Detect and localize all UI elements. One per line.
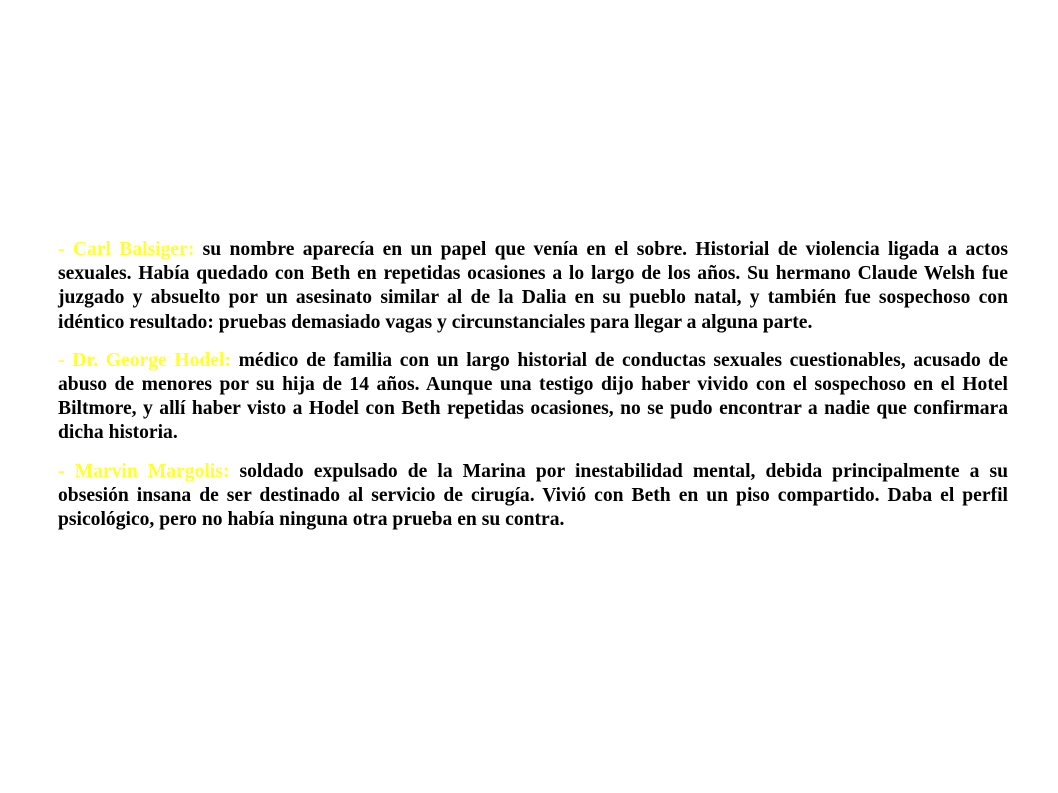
paragraph-carl-balsiger: [58, 238, 1008, 335]
suspects-text-block: [58, 238, 1008, 546]
paragraph-marvin-margolis: [58, 460, 1008, 533]
paragraph-george-hodel: [58, 349, 1008, 446]
suspect-description-carl-balsiger: su nombre aparecía en un papel que venía en el sobre. Historial de violencia ligada a actos sexuales. Había quedado con Beth en repetidas ocasiones a lo largo de los años. Su hermano Claude Welsh fue juzgado y absuelto por un asesinato similar al de la Dalia en su pueblo natal, y también fue sospechoso con idéntico resultado: pruebas demasiado vagas y circunstanciales para llegar a alguna parte.: [58, 239, 1008, 333]
suspect-description-george-hodel: médico de familia con un largo historial de conductas sexuales cuestionables, acusado de abuso de menores por su hija de 14 años. Aunque una testigo dijo haber vivido con el sospechoso en el Hotel Biltmore, y allí haber visto a Hodel con Beth repetidas ocasiones, no se pudo encontrar a nadie que confirmara dicha historia.: [58, 349, 1008, 444]
suspect-name-marvin-margolis: - Marvin Margolis:: [58, 460, 230, 482]
suspect-name-george-hodel: - Dr. George Hodel:: [58, 349, 231, 371]
suspect-description-marvin-margolis: soldado expulsado de la Marina por inestabilidad mental, debida principalmente a su obsesión insana de ser destinado al servicio de cirugía. Vivió con Beth en un piso compartido. Daba el perfil psicológico, pero no había ninguna otra prueba en su contra.: [58, 460, 1008, 531]
suspect-name-carl-balsiger: - Carl Balsiger:: [58, 239, 195, 260]
